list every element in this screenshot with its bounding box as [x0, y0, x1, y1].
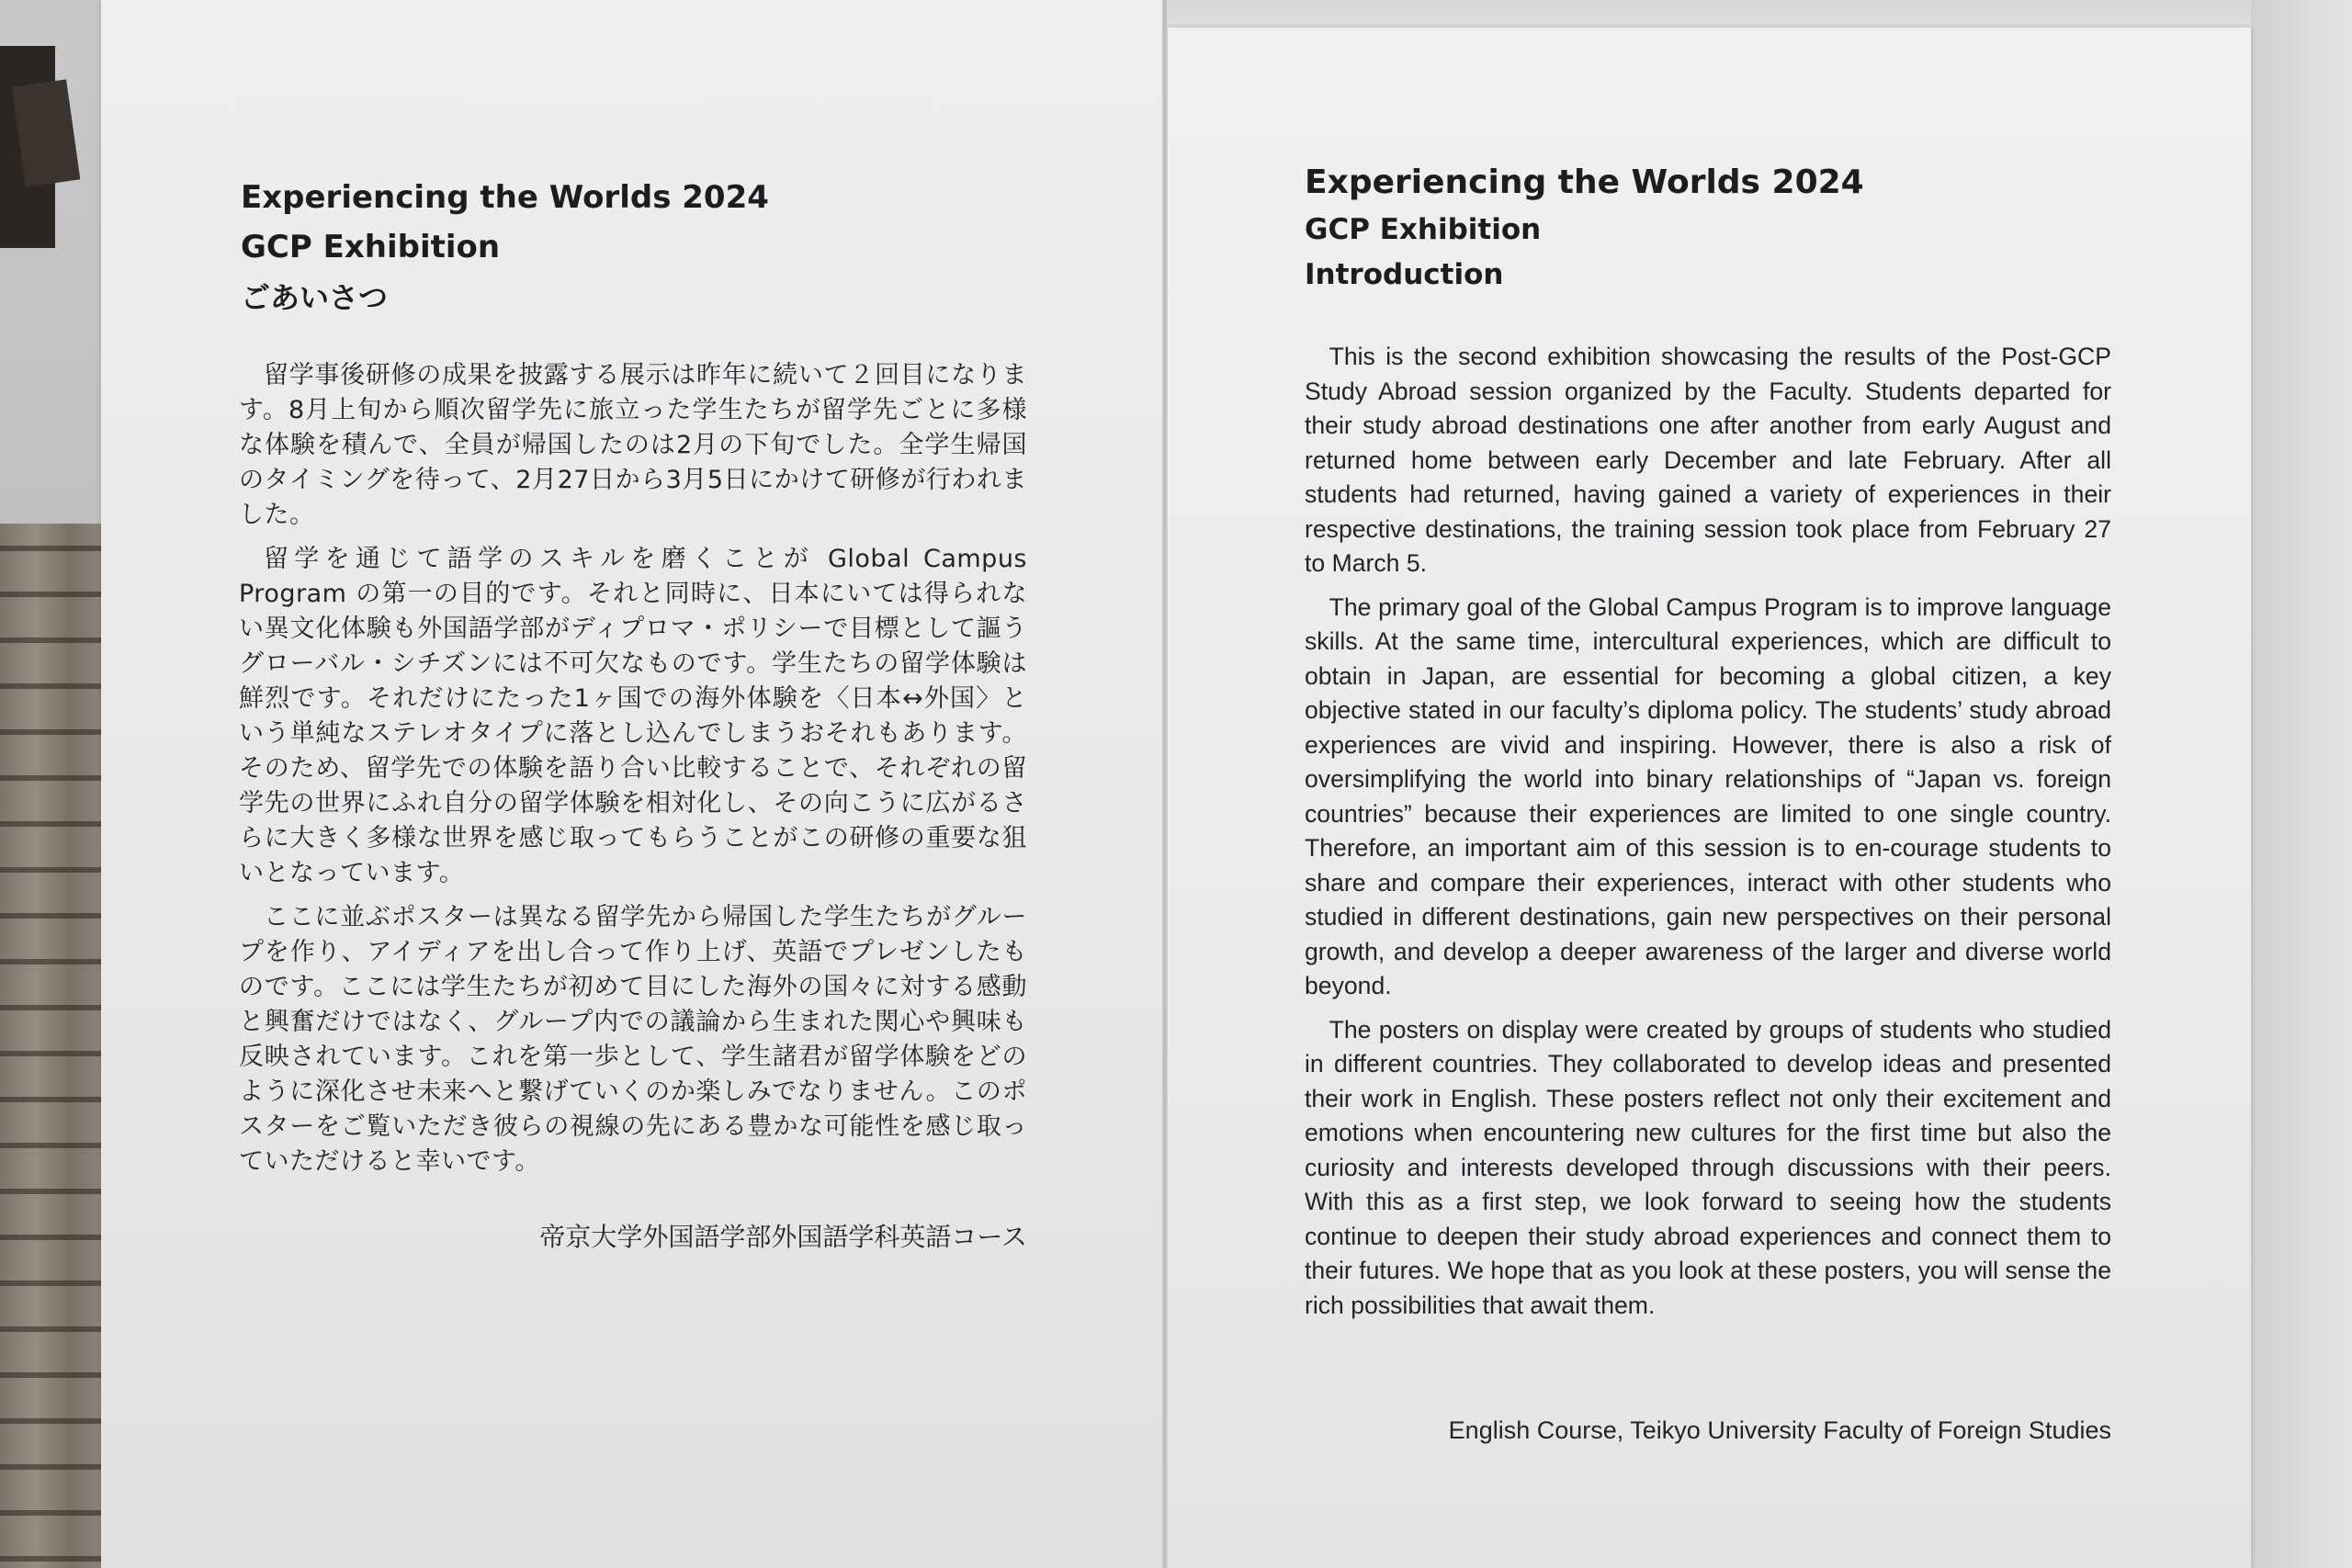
right-title-sub: GCP Exhibition [1305, 213, 1542, 246]
english-body [1305, 340, 2111, 1332]
english-paragraph-3: The posters on display were created by groups of students who studied in different countries. They collaborated to develop ideas and presented their work in English. These posters reflect not only their excitement and emotions when encountering new cultures for the first time but also the curiosity and interests developed through discussions with their peers. With this as a first step, we look forward to seeing how the students continue to deepen their study abroad experiences and connect them to their futures. We hope that as you look at these posters, you will sense the rich possibilities that await them. [1305, 1015, 2111, 1319]
japanese-paragraph-1: 留学事後研修の成果を披露する展示は昨年に続いて２回目になります。8月上旬から順次留学先に旅立った学生たちが留学先ごとに多様な体験を積んで、全員が帰国したのは2月の下旬でした。全学生帰国のタイミングを待って、2月27日から3月5日にかけて研修が行われました。 [239, 361, 1027, 529]
left-title-block [241, 173, 769, 323]
right-title-block [1305, 158, 1864, 298]
english-signature: English Course, Teikyo University Faculty of Foreign Studies [1448, 1416, 2111, 1444]
japanese-signature: 帝京大学外国語学部外国語学科英語コース [539, 1222, 1027, 1252]
wall-right [2251, 0, 2352, 1568]
right-title-introduction: Introduction [1305, 258, 1504, 291]
left-title-greeting: ごあいさつ [241, 280, 389, 315]
english-paragraph-2: The primary goal of the Global Campus Program is to improve language skills. At the same time, intercultural experiences, which are difficult to obtain in Japan, are essential for becoming a global citizen, a key objective stated in our faculty’s diploma policy. The students’ study abroad experiences are vivid and inspiring. However, there is also a risk of oversimplifying the world into binary relationships of “Japan vs. foreign countries” because their experiences are limited to one single country. Therefore, an important aim of this session is to en-courage students to share and compare their experiences, interact with other students who studied in different destinations, gain new perspectives on their personal growth, and develop a deeper awareness of the larger and diverse world beyond. [1305, 592, 2111, 999]
japanese-paragraph-3: ここに並ぶポスターは異なる留学先から帰国した学生たちがグループを作り、アイディアを出し合って作り上げ、英語でプレゼンしたものです。ここには学生たちが初めて目にした海外の国々に対する感動と興奮だけではなく、グループ内での議論から生まれた関心や興味も反映されています。これを第一歩として、学生諸君が留学体験をどのように深化させ未来へと繋げていくのか楽しみでなりません。このポスターをご覧いただき彼らの視線の先にある豊かな可能性を感じ取っていただけると幸いです。 [239, 903, 1027, 1176]
sheet-seam [1162, 0, 1168, 1568]
left-title-sub: GCP Exhibition [241, 229, 501, 265]
right-title-main: Experiencing the Worlds 2024 [1305, 164, 1864, 201]
english-paragraph-1: This is the second exhibition showcasing the results of the Post-GCP Study Abroad session organized by the Faculty. Students departed for their study abroad destinations one after another from early August and returned home between early December and late February. After all students had returned, having gained a variety of experiences in their respective destinations, the training session took place from February 27 to March 5. [1305, 343, 2111, 577]
japanese-body [239, 358, 1027, 1189]
left-title-main: Experiencing the Worlds 2024 [241, 179, 769, 216]
japanese-paragraph-2: 留学を通じて語学のスキルを磨くことが Global Campus Program の第一の目的です。それと同時に、日本にいては得られない異文化体験も外国語学部がディプロマ・ポリシーで目標として謳うグローバル・シチズンには不可欠なものです。学生たちの留学体験は鮮烈です。それだけにたった1ヶ国での海外体験を〈日本↔外国〉という単純なステレオタイプに落とし込んでしまうおそれもあります。そのため、留学先での体験を語り合い比較することで、それぞれの留学先の世界にふれ自分の留学体験を相対化し、その向こうに広がるさらに大きく多様な世界を感じ取ってもらうことがこの研修の重要な狙いとなっています。 [239, 545, 1027, 887]
